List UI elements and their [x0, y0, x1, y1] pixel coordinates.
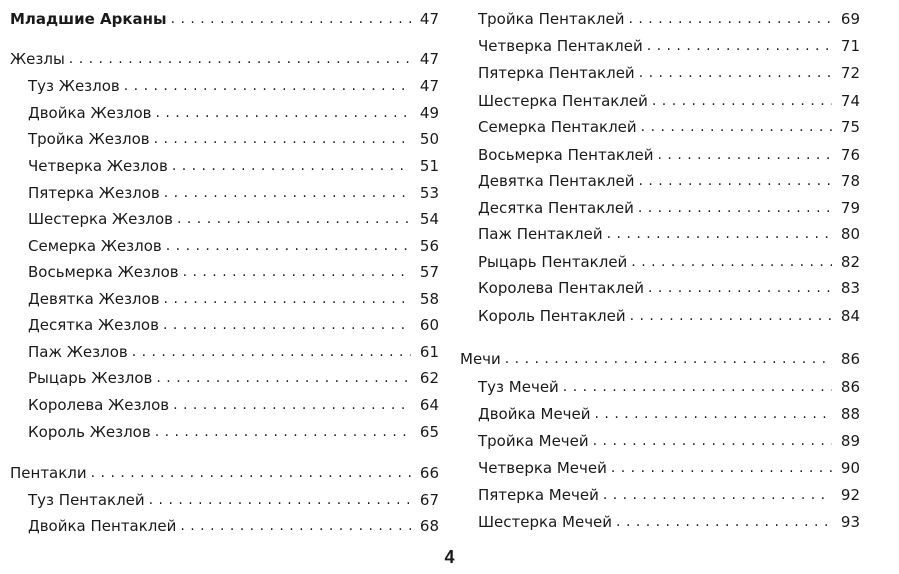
toc-entry-title: Пятерка Жезлов — [28, 184, 160, 202]
dot-leader — [616, 513, 832, 531]
toc-entry — [478, 112, 860, 136]
toc-entry-page: 62 — [419, 369, 439, 387]
toc-entry-page: 61 — [419, 343, 439, 361]
toc-entry — [478, 193, 860, 217]
toc-entry-page: 90 — [840, 459, 860, 477]
toc-entry — [478, 453, 860, 477]
toc-entry — [28, 390, 439, 414]
toc-entry-title: Пятерка Мечей — [478, 486, 599, 504]
dot-leader — [183, 263, 411, 281]
toc-entry — [478, 426, 860, 450]
toc-entry-page: 53 — [419, 184, 439, 202]
toc-entry — [478, 4, 860, 28]
toc-entry — [28, 71, 439, 95]
toc-entry — [28, 98, 439, 122]
toc-entry — [478, 219, 860, 243]
toc-entry — [28, 511, 439, 535]
toc-entry-page: 72 — [840, 64, 860, 82]
toc-entry-title: Шестерка Жезлов — [28, 210, 173, 228]
dot-leader — [124, 77, 411, 95]
toc-entry-page: 79 — [840, 199, 860, 217]
toc-entry-title: Восьмерка Пентаклей — [478, 146, 654, 164]
dot-leader — [611, 459, 832, 477]
toc-entry-page: 71 — [840, 37, 860, 55]
dot-leader — [630, 307, 832, 325]
toc-entry-title: Тройка Мечей — [478, 432, 589, 450]
toc-entry-page: 47 — [419, 50, 439, 68]
toc-entry-title: Шестерка Мечей — [478, 513, 613, 531]
toc-entry-title: Восьмерка Жезлов — [28, 263, 179, 281]
dot-leader — [132, 343, 411, 361]
toc-entry-title: Королева Пентаклей — [478, 279, 645, 297]
toc-entry — [28, 363, 439, 387]
toc-entry-page: 84 — [840, 307, 860, 325]
dot-leader — [156, 369, 411, 387]
toc-section-entry — [460, 344, 860, 368]
toc-entry — [478, 58, 860, 82]
toc-entry — [478, 31, 860, 55]
toc-entry-title: Жезлы — [10, 50, 65, 68]
dot-leader — [91, 464, 411, 482]
toc-entry-title: Десятка Пентаклей — [478, 199, 634, 217]
toc-entry-page: 83 — [840, 279, 860, 297]
dot-leader — [172, 157, 411, 175]
toc-entry-title: Король Жезлов — [28, 423, 151, 441]
toc-entry-title: Тройка Жезлов — [28, 130, 150, 148]
toc-entry-title: Туз Жезлов — [28, 77, 120, 95]
toc-entry-title: Рыцарь Пентаклей — [478, 253, 628, 271]
toc-entry-title: Пятерка Пентаклей — [478, 64, 635, 82]
dot-leader — [171, 10, 411, 28]
toc-entry — [28, 231, 439, 255]
toc-entry — [28, 310, 439, 334]
dot-leader — [164, 290, 411, 308]
dot-leader — [149, 491, 411, 509]
toc-entry-title: Двойка Мечей — [478, 405, 591, 423]
dot-leader — [180, 517, 411, 535]
toc-entry — [478, 480, 860, 504]
toc-entry — [28, 124, 439, 148]
toc-entry-title: Десятка Жезлов — [28, 316, 159, 334]
toc-entry — [28, 284, 439, 308]
toc-entry-page: 47 — [419, 10, 439, 28]
dot-leader — [638, 199, 832, 217]
toc-entry-page: 88 — [840, 405, 860, 423]
dot-leader — [505, 350, 832, 368]
toc-entry-page: 69 — [840, 10, 860, 28]
toc-entry-page: 80 — [840, 225, 860, 243]
toc-section-entry — [10, 44, 439, 68]
toc-entry-title: Девятка Жезлов — [28, 290, 160, 308]
toc-entry-page: 78 — [840, 172, 860, 190]
toc-entry-page: 65 — [419, 423, 439, 441]
toc-entry — [478, 399, 860, 423]
toc-entry-title: Паж Жезлов — [28, 343, 128, 361]
toc-entry — [478, 140, 860, 164]
dot-leader — [652, 92, 832, 110]
toc-entry-title: Король Пентаклей — [478, 307, 626, 325]
toc-entry-title: Туз Пентаклей — [28, 491, 145, 509]
toc-entry — [478, 301, 860, 325]
dot-leader — [563, 378, 832, 396]
toc-entry-title: Тройка Пентаклей — [478, 10, 625, 28]
toc-section-entry — [10, 4, 439, 28]
dot-leader — [155, 104, 411, 122]
toc-entry-title: Семерка Пентаклей — [478, 118, 637, 136]
toc-entry — [478, 247, 860, 271]
toc-entry-page: 74 — [840, 92, 860, 110]
dot-leader — [639, 64, 832, 82]
toc-entry — [478, 166, 860, 190]
toc-entry-title: Младшие Арканы — [10, 10, 167, 28]
dot-leader — [164, 184, 411, 202]
dot-leader — [647, 37, 832, 55]
toc-entry-page: 60 — [419, 316, 439, 334]
toc-entry — [28, 485, 439, 509]
toc-entry-page: 49 — [419, 104, 439, 122]
toc-entry — [28, 204, 439, 228]
dot-leader — [593, 432, 832, 450]
toc-entry — [478, 372, 860, 396]
dot-leader — [166, 237, 411, 255]
toc-entry-title: Королева Жезлов — [28, 396, 170, 414]
toc-entry — [478, 273, 860, 297]
dot-leader — [629, 10, 833, 28]
dot-leader — [658, 146, 832, 164]
toc-entry-title: Четверка Мечей — [478, 459, 607, 477]
toc-entry-page: 66 — [419, 464, 439, 482]
dot-leader — [648, 279, 832, 297]
toc-entry-page: 68 — [419, 517, 439, 535]
dot-leader — [177, 210, 411, 228]
toc-section-entry — [10, 458, 439, 482]
dot-leader — [631, 253, 832, 271]
toc-entry-title: Шестерка Пентаклей — [478, 92, 648, 110]
toc-entry — [28, 178, 439, 202]
toc-entry — [478, 86, 860, 110]
dot-leader — [173, 396, 411, 414]
toc-entry — [28, 257, 439, 281]
toc-entry-page: 89 — [840, 432, 860, 450]
toc-entry-page: 51 — [419, 157, 439, 175]
toc-entry-title: Пентакли — [10, 464, 87, 482]
toc-entry-title: Четверка Жезлов — [28, 157, 168, 175]
toc-entry-title: Четверка Пентаклей — [478, 37, 643, 55]
toc-entry-page: 47 — [419, 77, 439, 95]
page-number: 4 — [444, 547, 455, 567]
toc-entry — [28, 417, 439, 441]
toc-entry-page: 86 — [840, 350, 860, 368]
toc-entry-title: Двойка Пентаклей — [28, 517, 177, 535]
toc-entry — [28, 337, 439, 361]
toc-entry-page: 54 — [419, 210, 439, 228]
toc-entry-title: Туз Мечей — [478, 378, 559, 396]
toc-entry-title: Двойка Жезлов — [28, 104, 152, 122]
dot-leader — [603, 486, 832, 504]
dot-leader — [163, 316, 411, 334]
toc-entry-page: 58 — [419, 290, 439, 308]
toc-entry — [478, 507, 860, 531]
dot-leader — [155, 423, 411, 441]
toc-entry-page: 75 — [840, 118, 860, 136]
toc-entry-title: Мечи — [460, 350, 501, 368]
dot-leader — [595, 405, 832, 423]
toc-entry-page: 56 — [419, 237, 439, 255]
toc-entry-page: 92 — [840, 486, 860, 504]
toc-entry-page: 82 — [840, 253, 860, 271]
toc-entry-title: Девятка Пентаклей — [478, 172, 635, 190]
toc-entry-page: 50 — [419, 130, 439, 148]
toc-entry-title: Паж Пентаклей — [478, 225, 603, 243]
dot-leader — [607, 225, 832, 243]
toc-entry-page: 64 — [419, 396, 439, 414]
toc-entry-title: Семерка Жезлов — [28, 237, 162, 255]
dot-leader — [69, 50, 411, 68]
dot-leader — [641, 118, 832, 136]
toc-entry-page: 93 — [840, 513, 860, 531]
toc-entry-title: Рыцарь Жезлов — [28, 369, 153, 387]
toc-entry — [28, 151, 439, 175]
toc-entry-page: 67 — [419, 491, 439, 509]
dot-leader — [638, 172, 832, 190]
toc-entry-page: 76 — [840, 146, 860, 164]
dot-leader — [154, 130, 411, 148]
toc-entry-page: 57 — [419, 263, 439, 281]
toc-entry-page: 86 — [840, 378, 860, 396]
